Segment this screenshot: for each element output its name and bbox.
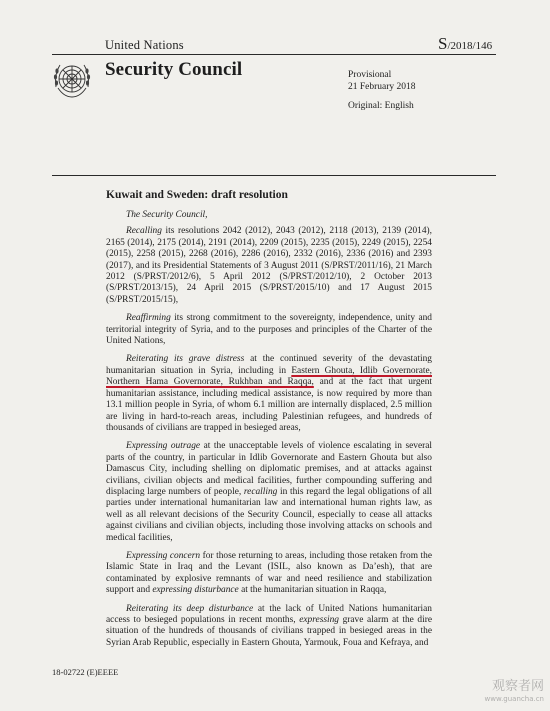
symbol-prefix: S	[438, 34, 448, 53]
document-date: 21 February 2018	[348, 82, 416, 92]
resolution-body	[106, 210, 432, 656]
un-emblem-icon	[50, 57, 94, 101]
paragraph-reaffirming: Reaffirming its strong commitment to the sovereignty, independence, unity and territorial integrity of Syria, and to the purposes and principles of the Charter of the United Nations,	[106, 313, 432, 347]
symbol-rest: /2018/146	[447, 40, 493, 52]
paragraph-concern: Expressing concern for those returning to areas, including those retaken from the Islamic State in Iraq and the Levant (ISIL, also known as Da’esh), that are contaminated by explosive remnants of war and need resilience and stabilization support and expressing disturbance at the humanitarian situation in Raqqa,	[106, 550, 432, 596]
document-number: 18-02722 (E)EEEE	[52, 667, 119, 677]
original-language: Original: English	[348, 101, 414, 111]
distribution: Provisional	[348, 70, 392, 80]
paragraph-outrage: Expressing outrage at the unacceptable levels of violence escalating in several parts of the country, in particular in Idlib Governorate and Eastern Ghouta but also Damascus City, including shelling on diplomatic premises, and at attacks against civilians, civilian objects and medical facilities, further compounding suffering and displacing large numbers of people, recalling in this regard the legal obligations of all parties under international humanitarian law and international human rights law, as well as all relevant decisions of the Security Council, especially to cease all attacks against civilians and civilian objects, including those involving attacks on schools and medical facilities,	[106, 441, 433, 543]
org-name: United Nations	[105, 38, 184, 52]
preamble-line: The Security Council,	[126, 210, 208, 220]
header-rule-top	[52, 54, 496, 55]
highlighted-locations: Eastern Ghouta, Idlib Governorate, Northern Hama Governorate, Rukhban and Raqqa,	[106, 365, 432, 388]
site-watermark	[485, 681, 544, 705]
paragraph-deep-disturbance: Reiterating its deep disturbance at the lack of United Nations humanitarian access to besieged populations in recent months, expressing grave alarm at the dire situation of the hundreds of thousands of civilians trapped in besieged areas in the Syrian Arab Republic, especially in Eastern Ghouta, Yarmouk, Foua and Kefraya, and	[106, 603, 432, 648]
document-symbol	[438, 34, 492, 54]
watermark-main: 观察者网	[491, 679, 544, 694]
watermark-url: www.guancha.cn	[484, 695, 544, 703]
paragraph-recalling: Recalling its resolutions 2042 (2012), 2043 (2012), 2118 (2013), 2139 (2014), 2165 (2014), 2175 (2014), 2191 (2014), 2209 (2015), 2235 (2015), 2249 (2015), 2254 (2015), 2258 (2015), 2268 (2016), 2286 (2016), 2332 (2016), 2336 (2016) and 2393 (2017), and its Presidential Statements of 3 August 2011 (S/PRST/2011/16), 21 March 2012 (S/PRST/2012/6), 5 April 2012 (S/PRST/2012/10), 2 October 2013 (S/PRST/2013/15), 24 April 2015 (S/PRST/2015/10) and 17 August 2015 (S/PRST/2015/15),	[106, 226, 432, 305]
paragraph-reiterating-distress: Reiterating its grave distress at the continued severity of the devastating humanitarian situation in Syria, including in Eastern Ghouta, Idlib Governorate, Northern Hama Governorate, Rukhban and Raqqa, and at the fact that urgent humanitarian assistance, including medical assistance, is now required by more than 13.1 million people in Syria, of whom 6.1 million are internally displaced, 2.5 million are living in hard-to-reach areas, including Palestinian refugees, and hundreds of thousands of civilians are trapped in besieged areas,	[106, 354, 432, 433]
resolution-title: Kuwait and Sweden: draft resolution	[106, 189, 288, 201]
header-rule-bottom	[52, 175, 496, 176]
body-name: Security Council	[105, 59, 243, 80]
